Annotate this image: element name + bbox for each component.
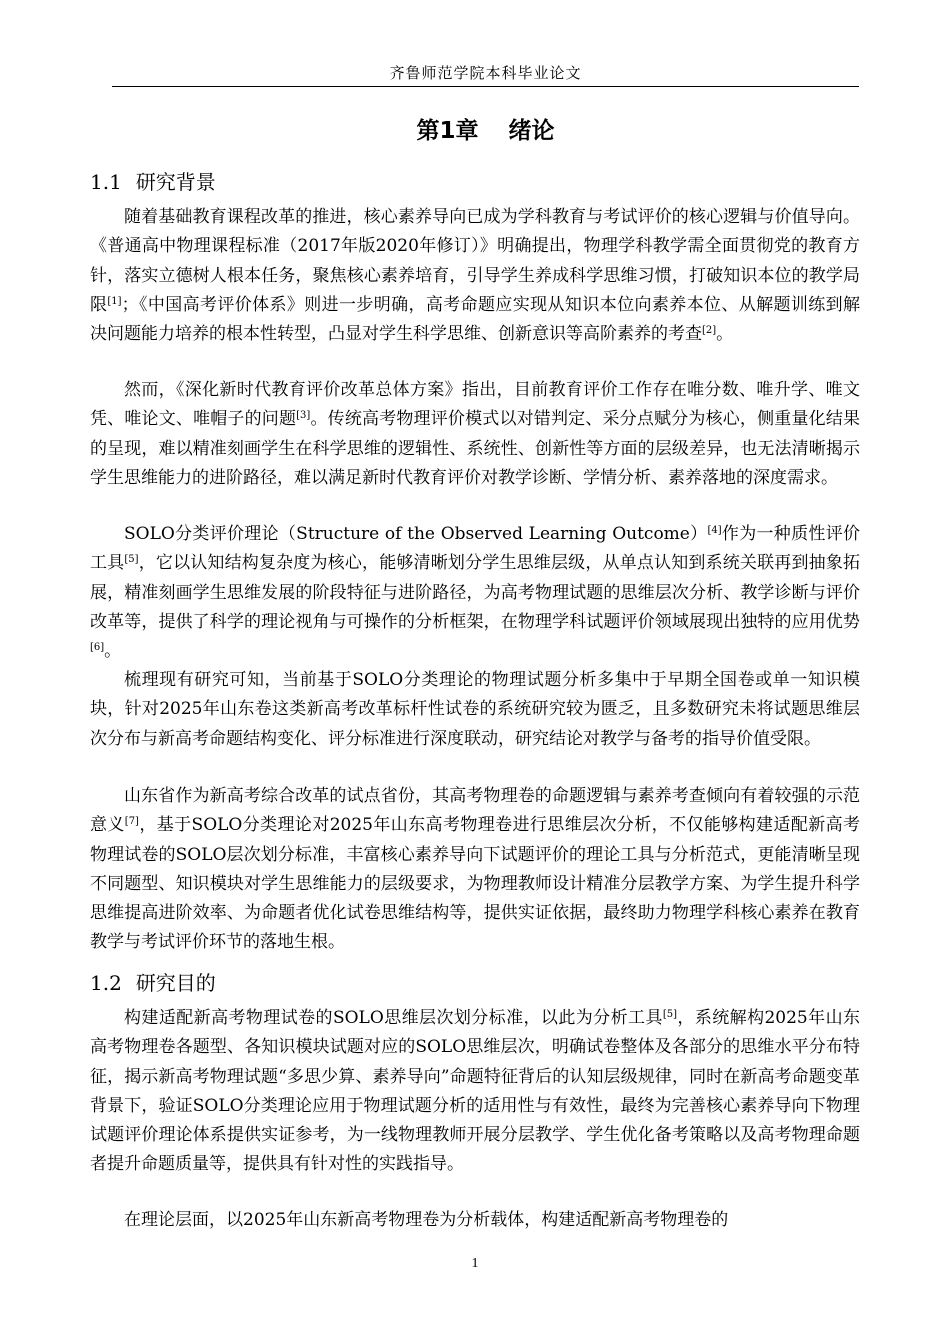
paragraph-text: ，它以认知结构复杂度为核心，能够清晰划分学生思维层级，从单点认知到系统关联再到抽象拓展，精准刻画学生思维发展的阶段特征与进阶路径，为高考物理试题的思维层次分析、教学诊断与评价改革等，提供了科学的理论视角与可操作的分析框架，在物理学科试题评价领域展现出独特的应用优势 (90, 553, 861, 632)
paragraph-text: 。传统高考物理评价模式以对错判定、采分点赋分为核心，侧重量化结果的呈现，难以精准刻画学生在科学思维的逻辑性、系统性、创新性等方面的层级差异，也无法清晰揭示学生思维能力的进阶路径，难以满足新时代教育评价对教学诊断、学情分析、素养落地的深度需求。 (90, 409, 861, 488)
paragraph-5 (90, 782, 860, 958)
paragraph-6 (90, 1004, 860, 1180)
paragraph-text: 山东省作为新高考综合改革的试点省份，其高考物理卷的命题逻辑与素养考查倾向有着较强的示范意义 (90, 786, 860, 836)
paragraph-text: SOLO分类评价理论（Structure of the Observed Learning Outcome） (124, 524, 708, 544)
paragraph-3 (90, 520, 860, 666)
paragraph-text: 。 (104, 641, 122, 662)
citation-ref: [7] (124, 816, 139, 828)
chapter-number: 第1章 (416, 118, 479, 144)
citation-ref: [5] (124, 554, 139, 566)
paragraph-text: 在理论层面，以2025年山东新高考物理卷为分析载体，构建适配新高考物理卷的 (124, 1210, 729, 1230)
paragraph-text: ；《中国高考评价体系》则进一步明确，高考命题应实现从知识本位向素养本位、从解题训练到解决问题能力培养的根本性转型，凸显对学生科学思维、创新意识等高阶素养的考查 (90, 294, 861, 345)
paragraph-text: 梳理现有研究可知，当前基于SOLO分类理论的物理试题分析多集中于早期全国卷或单一知识模块，针对2025年山东卷这类新高考改革标杆性试卷的系统研究较为匮乏，且多数研究未将试题思维层次分布与新高考命题结构变化、评分标准进行深度联动，研究结论对教学与备考的指导价值受限。 (90, 670, 860, 749)
section-number: 1.2 (90, 971, 122, 995)
citation-ref: [3] (296, 410, 311, 422)
citation-ref: [2] (702, 325, 717, 337)
citation-ref: [6] (90, 642, 105, 654)
chapter-title (112, 112, 859, 145)
section-title: 研究目的 (135, 971, 216, 995)
header-rule (112, 86, 859, 87)
page-number: 1 (471, 1256, 479, 1271)
paragraph-text: 构建适配新高考物理试卷的SOLO思维层次划分标准，以此为分析工具 (124, 1008, 663, 1028)
running-header: 齐鲁师范学院本科毕业论文 (389, 64, 582, 82)
paragraph-2 (90, 376, 860, 493)
paragraph-7 (90, 1206, 860, 1235)
paragraph-text: ，基于SOLO分类理论对2025年山东高考物理卷进行思维层次分析，不仅能够构建适配新高考物理试卷的SOLO层次划分标准，丰富核心素养导向下试题评价的理论工具与分析范式，更能清晰呈现不同题型、知识模块对学生思维能力的层级要求，为物理教师设计精准分层教学方案、为学生提升科学思维提高进阶效率、为命题者优化试卷思维结构等，提供实证依据，最终助力物理学科核心素养在教育教学与考试评价环节的落地生根。 (90, 815, 861, 953)
section-heading-1-1 (90, 166, 216, 195)
paragraph-1 (90, 203, 860, 349)
paragraph-text: 作为一种质性评价工具 (90, 524, 860, 574)
paragraph-text: ，系统解构2025年山东高考物理卷各题型、各知识模块试题对应的SOLO思维层次，明确试卷整体及各部分的思维水平分布特征，揭示新高考物理试题“多思少算、素养导向”命题特征背后的认知层级规律，同时在新高考命题变革背景下，验证SOLO分类理论应用于物理试题分析的适用性与有效性，最终为完善核心素养导向下物理试题评价理论体系提供实证参考，为一线物理教师开展分层教学、学生优化备考策略以及高考物理命题者提升命题质量等，提供具有针对性的实践指导。 (90, 1008, 860, 1175)
citation-ref: [4] (707, 525, 722, 536)
citation-ref: [5] (662, 1009, 677, 1020)
paragraph-text: 然而，《深化新时代教育评价改革总体方案》指出，目前教育评价工作存在唯分数、唯升学、唯文凭、唯论文、唯帽子的问题 (90, 380, 860, 430)
section-number: 1.1 (90, 170, 122, 194)
chapter-name: 绪论 (508, 118, 555, 144)
section-heading-1-2 (90, 967, 216, 996)
paragraph-text: 随着基础教育课程改革的推进，核心素养导向已成为学科教育与考试评价的核心逻辑与价值导向。《普通高中物理课程标准（2017年版2020年修订）》明确提出，物理学科教学需全面贯彻党的教育方针，落实立德树人根本任务，聚焦核心素养培育，引导学生养成科学思维习惯，打破知识本位的教学局限 (90, 207, 860, 315)
paragraph-text: 。 (716, 324, 734, 345)
section-title: 研究背景 (135, 170, 216, 194)
paragraph-4 (90, 666, 860, 754)
citation-ref: [1] (107, 295, 122, 307)
